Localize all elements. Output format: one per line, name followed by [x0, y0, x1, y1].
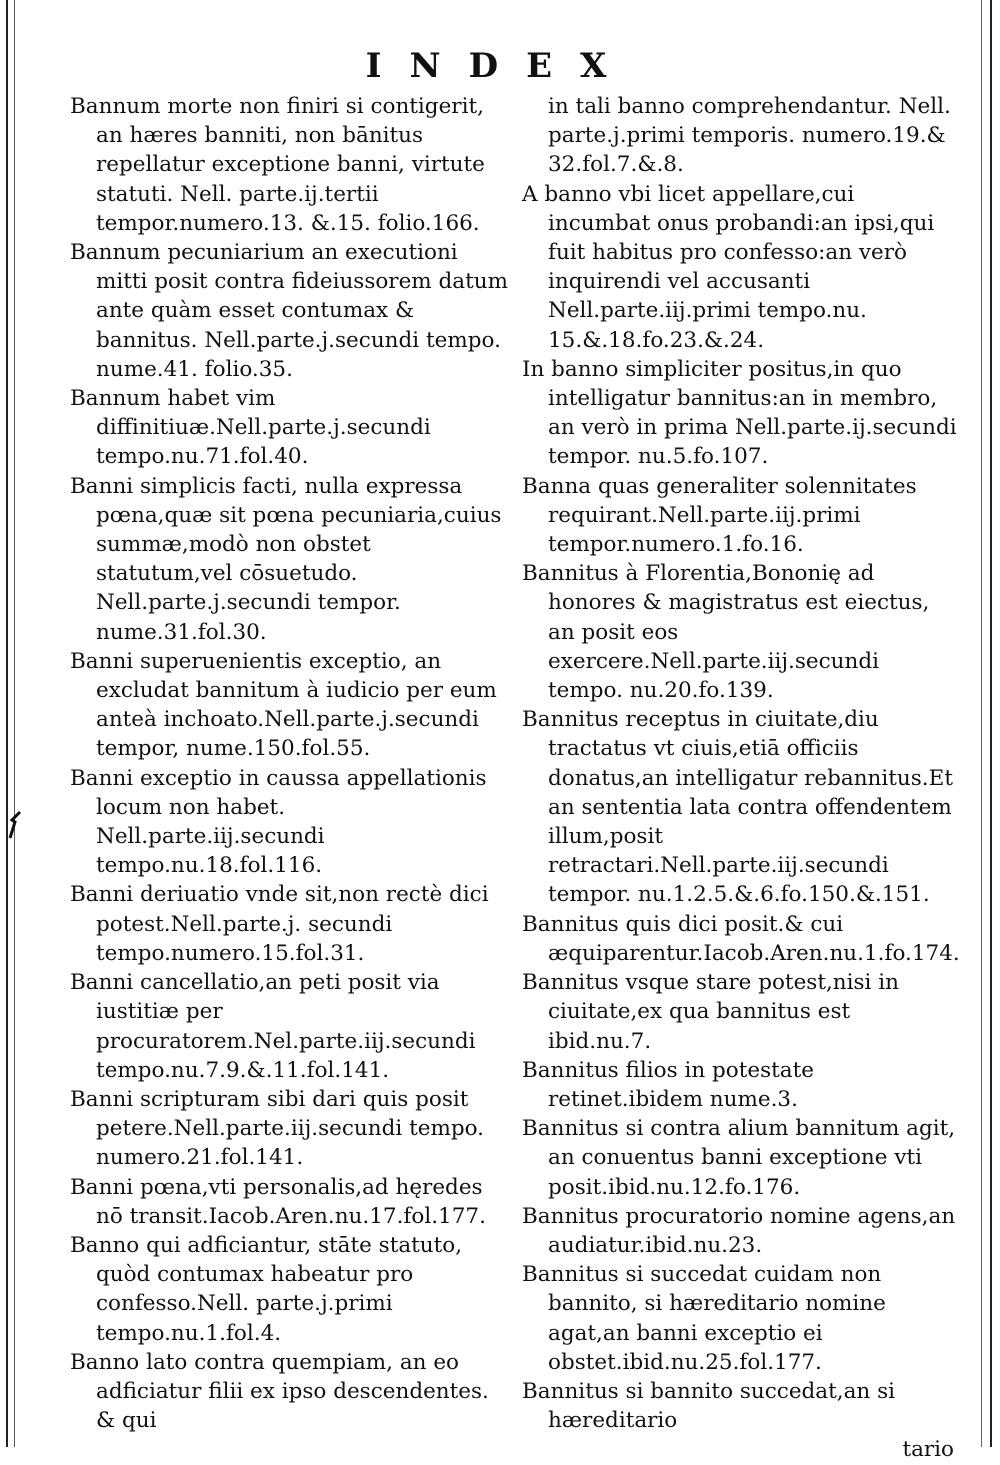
- index-column-right: [522, 92, 960, 1465]
- page-edge-right: [990, 0, 992, 1447]
- index-entry: Bannum pecuniarium an executioni mitti posit contra fideiussorem datum ante quàm esset contumax & bannitus. Nell.parte.j.secundi tempo. nume.41. folio.35.: [70, 240, 508, 382]
- index-entry: Banni scripturam sibi dari quis posit petere.Nell.parte.iij.secundi tempo. numero.21.fol.141.: [70, 1086, 484, 1171]
- index-entry: Bannitus si bannito succedat,an si hæreditario: [522, 1378, 896, 1434]
- index-entry: Banni deriuatio vnde sit,non rectè dici potest.Nell.parte.j. secundi tempo.numero.15.fol.31.: [70, 882, 489, 966]
- index-entry: Bannitus vsque stare potest,nisi in ciuitate,ex qua bannitus est ibid.nu.7.: [522, 970, 899, 1054]
- index-entry: Bannitus filios in potestate retinet.ibidem nume.3.: [522, 1057, 814, 1112]
- index-entry: Banni exceptio in caussa appellationis locum non habet. Nell.parte.iij.secundi tempo.nu.18.fol.116.: [70, 765, 487, 879]
- index-entry: Bannitus procuratorio nomine agens,an audiatur.ibid.nu.23.: [522, 1203, 956, 1258]
- index-entry: Bannum habet vim diffinitiuæ.Nell.parte.j.secundi tempo.nu.71.fol.40.: [70, 386, 431, 470]
- index-entry-continuation: in tali banno comprehendantur. Nell. parte.j.primi temporis. numero.19.& 32.fol.7.&.8.: [548, 94, 951, 178]
- page-edge-right-inner: [981, 0, 982, 1447]
- index-entry: Bannitus à Florentia,Bononię ad honores & magistratus est eiectus, an posit eos exercere.Nell.parte.iij.secundi tempo. nu.20.fo.139.: [522, 561, 930, 704]
- index-entry: Banni pœna,vti personalis,ad hęredes nō transit.Iacob.Aren.nu.17.fol.177.: [70, 1174, 486, 1229]
- index-entry: Bannitus quis dici posit.& cui æquiparentur.Iacob.Aren.nu.1.fo.174.: [522, 911, 960, 966]
- index-entry: Banno lato contra quempiam, an eo adficiatur filii ex ipso descendentes. & qui: [70, 1349, 489, 1434]
- index-column-left: [70, 92, 510, 1435]
- page-edge-left-inner: [14, 0, 15, 1447]
- page-title: INDEX: [365, 46, 635, 86]
- index-entry: Bannitus si succedat cuidam non bannito, si hæreditario nomine agat,an banni exceptio ei obstet.ibid.nu.25.fol.177.: [522, 1262, 886, 1375]
- index-entry: Bannitus si contra alium bannitum agit, an conuentus banni exceptione vti posit.ibid.nu.12.fo.176.: [522, 1116, 956, 1200]
- index-entry: Bannitus receptus in ciuitate,diu tractatus vt ciuis,etiā officiis donatus,an intelligatur rebannitus.Et an sententia lata contra offendentem illum,posit retractari.Nell.parte.iij.secundi tempor. nu.1.2.5.&.6.fo.150.&.151.: [522, 707, 953, 908]
- catchword: tario: [902, 1437, 954, 1463]
- index-entry: In banno simpliciter positus,in quo intelligatur bannitus:an in membro, an verò in prima Nell.parte.ij.secundi tempor. nu.5.fo.107.: [522, 356, 957, 470]
- index-entry: Bannum morte non finiri si contigerit, an hæres banniti, non bānitus repellatur exceptione banni, virtute statuti. Nell. parte.ij.tertii tempor.numero.13. &.15. folio.166.: [70, 94, 485, 236]
- index-entry: Banno qui adficiantur, stāte statuto, quòd contumax habeatur pro confesso.Nell. parte.j.primi tempo.nu.1.fol.4.: [70, 1232, 463, 1346]
- index-entry: Banna quas generaliter solennitates requirant.Nell.parte.iij.primi tempor.numero.1.fo.16.: [522, 473, 917, 558]
- marginal-ink-mark-icon: [8, 810, 22, 840]
- index-entry: Banni simplicis facti, nulla expressa pœna,quæ sit pœna pecuniaria,cuius summæ,modò non obstet statutum,vel cōsuetudo. Nell.parte.j.secundi tempor. nume.31.fol.30.: [70, 473, 502, 645]
- page-edge-left: [6, 0, 8, 1447]
- index-entry: A banno vbi licet appellare,cui incumbat onus probandi:an ipsi,qui fuit habitus pro confesso:an verò inquirendi vel accusanti Nell.parte.iij.primi tempo.nu. 15.&.18.fo.23.&.24.: [522, 181, 935, 353]
- index-entry: Banni superuenientis exceptio, an excludat bannitum à iudicio per eum anteà inchoato.Nell.parte.j.secundi tempor, nume.150.fol.55.: [70, 648, 497, 762]
- index-entry: Banni cancellatio,an peti posit via iustitiæ per procuratorem.Nel.parte.iij.secundi tempo.nu.7.9.&.11.fol.141.: [70, 970, 476, 1083]
